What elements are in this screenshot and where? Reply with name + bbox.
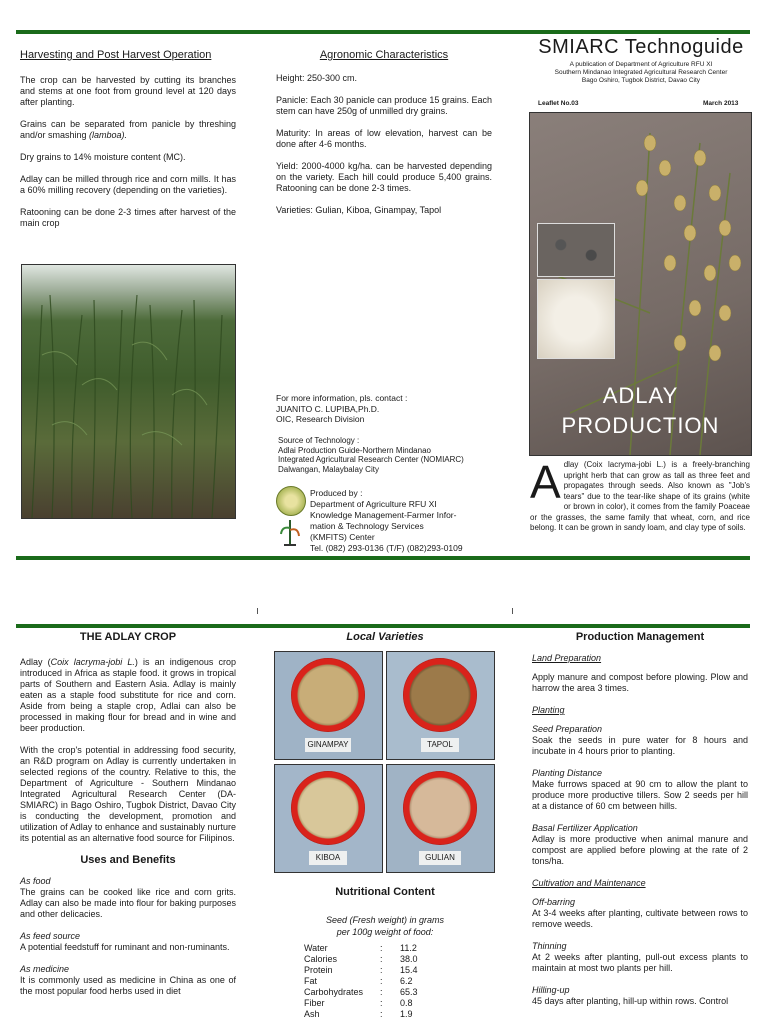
cultivation-heading: Cultivation and Maintenance [532, 878, 646, 888]
harvest-p2: Grains can be separated from panicle by threshing and/or smashing (lamboa). [20, 119, 236, 140]
source-heading: Source of Technology : [278, 436, 360, 445]
uses-heading: Uses and Benefits [80, 854, 176, 866]
medicine-heading: As medicine [20, 964, 70, 974]
harvest-heading: Harvesting and Post Harvest Operation [20, 49, 212, 61]
nutrition-sub-line-1: Seed (Fresh weight) in grams [325, 915, 445, 925]
variety-photo-kiboa [274, 764, 383, 873]
off-barring-heading: Off-barring [532, 897, 576, 907]
thinning-text: At 2 weeks after planting, pull-out excess plants to maintain at most two plants per hill. [532, 952, 748, 973]
variety-photo-gulian [386, 764, 495, 873]
panel-agronomic [276, 50, 492, 227]
technoguide-title: SMIARC Technoguide [538, 36, 744, 58]
nutrition-row: Water : 11.2 [304, 943, 417, 953]
agronomic-heading: Agronomic Characteristics [319, 49, 449, 61]
source-line-3: Integrated Agricultural Research Center (NOMIARC) [278, 455, 464, 464]
panel-harvesting [20, 50, 236, 240]
nutrition-row: Calories : 38.0 [304, 954, 418, 964]
produced-block [310, 488, 510, 554]
publication-line-1: A publication of Department of Agriculture RFU XI [569, 61, 713, 68]
thinning-heading: Thinning [532, 941, 567, 951]
nutrition-row: Carbohydrates : 65.3 [304, 987, 418, 997]
cover-title [530, 381, 751, 441]
produced-line-3: Knowledge Management-Farmer Infor- [310, 510, 457, 520]
agronomic-varieties: Varieties: Gulian, Kiboa, Ginampay, Tapol [276, 205, 442, 215]
source-line-2: Adlai Production Guide-Northern Mindanao [278, 445, 431, 455]
hilling-up-heading: Hilling-up [532, 985, 570, 995]
harvest-p5: Ratooning can be done 2-3 times after harvest of the main crop [20, 207, 236, 228]
fold-mark-right [512, 608, 513, 614]
agronomic-height: Height: 250-300 cm. [276, 73, 358, 83]
nutrition-heading: Nutritional Content [335, 886, 435, 898]
publication-line-2: Southern Mindanao Integrated Agricultural Research Center [554, 69, 728, 76]
nutrition-row: Ash : 1.9 [304, 1009, 413, 1019]
seed-prep-text: Soak the seeds in pure water for 8 hours and incubate in 4 hours prior to planting. [532, 735, 748, 756]
kmfits-logo-icon [278, 518, 302, 548]
panel-adlay-crop [20, 632, 236, 1008]
nutrition-row: Fiber : 0.8 [304, 998, 413, 1008]
contact-block [276, 393, 496, 425]
intro-text: dlay (Coix lacryma-jobi L.) is a freely-branching upright herb that can grow as tall as three feet and propagates through seeds. Also known as "Job's tears" due to the tear-like shape of its grains (white or brown in color), it comes from the family Poaceae or the grasses, the same family that wheat, corn, and rice belong. It can be grown in sandy loam, and clay type of soils. [530, 460, 750, 532]
nutrition-subheading [274, 914, 496, 938]
adlay-stalks-illustration [22, 265, 235, 518]
adlay-field-photo [21, 264, 236, 519]
tapol-bowl [403, 658, 477, 732]
middle-divider [16, 556, 750, 560]
variety-photo-ginampay [274, 651, 383, 760]
produced-line-5: (KMFITS) Center [310, 532, 375, 542]
harvest-p3: Dry grains to 14% moisture content (MC). [20, 152, 186, 162]
agronomic-maturity: Maturity: In areas of low elevation, harvest can be done after 4-6 months. [276, 128, 492, 149]
variety-photo-tapol [386, 651, 495, 760]
basal-fertilizer-heading: Basal Fertilizer Application [532, 823, 638, 833]
agronomic-yield: Yield: 2000-4000 kg/ha. can be harvested depending on the variety. Each hill could produce 5,400 grains. Ratooning can be done 2-3 times. [276, 161, 492, 193]
adlay-crop-p2: With the crop's potential in addressing food security, an R&D program on Adlay is currently undertaken in selected regions of the country. Relative to this, the Department of Agriculture - Southern Mindanao Integrated Agricultural Research Center (DA-SMIARC) in Bago Oshiro, Tugbok District, Davao City is conducting the development, promotion and utilization of Adlay to enhance and sustainably nurture its potential as an alternative food source for Filipinos. [20, 745, 236, 843]
tapol-label: TAPOL [421, 738, 459, 752]
production-heading: Production Management [575, 631, 705, 643]
top-divider [16, 30, 750, 34]
nutrition-row: Fat : 6.2 [304, 976, 413, 986]
hilling-up-text: 45 days after planting, hill-up within rows. Control [532, 996, 729, 1006]
publication-line-3: Bago Oshiro, Tugbok District, Davao City [581, 77, 701, 84]
produced-line-2: Department of Agriculture RFU XI [310, 499, 437, 509]
nutrition-table [304, 943, 464, 1020]
contact-name: JUANITO C. LUPIBA,Ph.D. [276, 403, 380, 414]
leaflet-date: March 2013 [703, 100, 739, 107]
contact-position: OIC, Research Division [276, 414, 365, 424]
seed-prep-heading: Seed Preparation [532, 724, 603, 734]
food-heading: As food [20, 876, 51, 886]
off-barring-text: At 3-4 weeks after planting, cultivate between rows to remove weeds. [532, 908, 748, 929]
nutrition-row: Protein : 15.4 [304, 965, 418, 975]
dropcap: A [530, 456, 561, 508]
fold-mark-left [257, 608, 258, 614]
cover-photo [529, 112, 752, 456]
produced-tel: Tel. (082) 293-0136 (T/F) (082)293-0109 [310, 543, 463, 553]
contact-line-1: For more information, pls. contact : [276, 393, 408, 403]
source-block [278, 436, 498, 474]
produced-line-4: mation & Technology Services [310, 521, 424, 531]
agronomic-panicle: Panicle: Each 30 panicle can produce 15 grains. Each stem can have 250g of unmilled dry grains. [276, 95, 492, 116]
cover-title-line-1: ADLAY [602, 383, 679, 408]
panel-production-management [532, 632, 748, 1018]
ginampay-bowl [291, 658, 365, 732]
harvest-p1: The crop can be harvested by cutting its branches and stems at one foot from ground level at 120 days after planting. [20, 75, 236, 107]
gulian-label: GULIAN [419, 851, 461, 865]
intro-block [530, 456, 750, 534]
medicine-text: It is commonly used as medicine in China as one of the most popular food herbs used in diet [20, 975, 236, 996]
land-prep-text: Apply manure and compost before plowing. Plow and harrow the area 3 times. [532, 672, 748, 693]
planting-heading: Planting [532, 705, 565, 715]
feed-heading: As feed source [20, 931, 81, 941]
source-line-4: Dalwangan, Malaybalay City [278, 464, 379, 474]
ginampay-label: GINAMPAY [305, 738, 351, 752]
da-seal-icon [276, 486, 306, 516]
harvest-p4: Adlay can be milled through rice and corn mills. It has a 60% milling recovery (depending on the varieties). [20, 174, 236, 195]
nutrition-sub-line-2: per 100g weight of food: [336, 927, 434, 937]
feed-text: A potential feedstuff for ruminant and non-ruminants. [20, 942, 230, 952]
cover-title-line-2: PRODUCTION [561, 413, 720, 438]
dark-grains-inset [537, 223, 615, 277]
milled-grains-inset [537, 279, 615, 359]
kiboa-label: KIBOA [309, 851, 347, 865]
basal-fertilizer-text: Adlay is more productive when animal manure and compost are applied before plowing at the rate of 2 tons/ha. [532, 834, 748, 866]
gulian-bowl [403, 771, 477, 845]
planting-distance-heading: Planting Distance [532, 768, 603, 778]
planting-distance-text: Make furrows spaced at 90 cm to allow the plant to produce more productive tillers. Sow 2 seeds per hill at a distance of 60 cm between hills. [532, 779, 748, 811]
adlay-crop-heading: THE ADLAY CROP [79, 631, 177, 643]
varieties-heading: Local Varieties [346, 631, 424, 643]
produced-heading: Produced by : [310, 488, 363, 498]
cover-header [528, 36, 754, 85]
page2-divider [16, 624, 750, 628]
adlay-crop-p1: Adlay (Coix lacryma-jobi L.) is an indigenous crop introduced in Africa as staple food. it grows in tropical parts of Southern and Eastern Asia. Adlay is mainly eaten as a staple food substitute for rice and corn. Aside from being a staple crop, Adlai can also be processed in making flour for bread and in wine and beer production. [20, 657, 236, 733]
leaflet-number: Leaflet No.03 [538, 100, 579, 107]
food-text: The grains can be cooked like rice and corn grits. Adlay can also be made into flour for baking purposes and other delicacies. [20, 887, 236, 919]
kiboa-bowl [291, 771, 365, 845]
land-prep-heading: Land Preparation [532, 653, 602, 663]
